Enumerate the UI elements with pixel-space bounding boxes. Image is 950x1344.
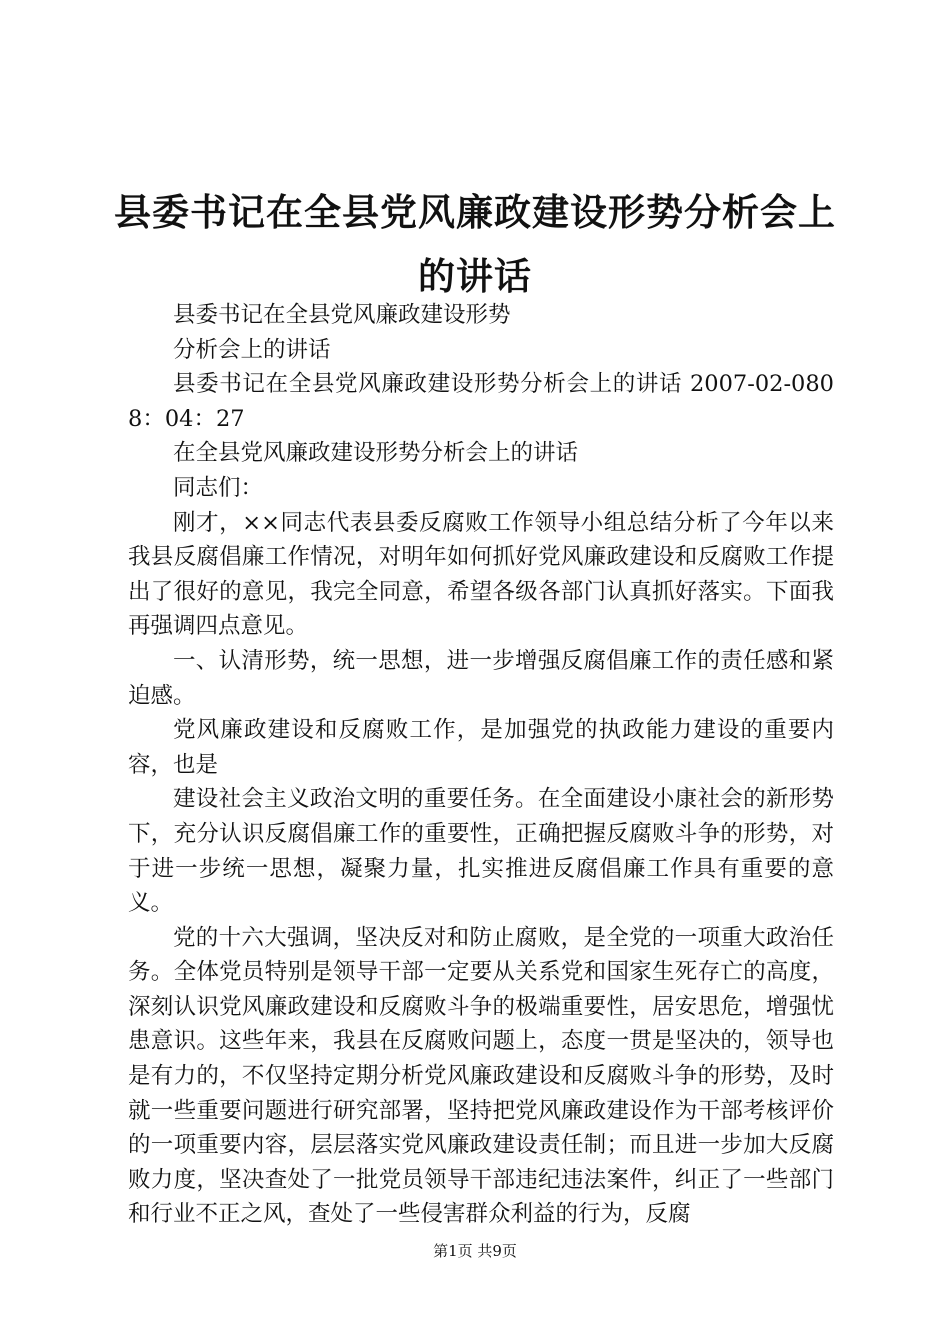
paragraph: 同志们： (173, 474, 264, 501)
paragraph: 县委书记在全县党风廉政建设形势分析会上的讲话 2007-02-0808：04：27 (128, 371, 834, 432)
paragraph: 刚才，××同志代表县委反腐败工作领导小组总结分析了今年以来我县反腐倡廉工作情况，对明年如何抓好党风廉政建设和反腐败工作提出了很好的意见，我完全同意，希望各级各部门认真抓好落实。下面我再强调四点意见。 (128, 509, 834, 640)
paragraph: 在全县党风廉政建设形势分析会上的讲话 (173, 440, 579, 467)
document-title: 县委书记在全县党风廉政建设形势分析会上的讲话 (114, 190, 836, 298)
paragraph: 分析会上的讲话 (173, 336, 331, 363)
document-body (128, 298, 834, 1232)
paragraph: 县委书记在全县党风廉政建设形势 (173, 302, 511, 328)
paragraph: 建设社会主义政治文明的重要任务。在全面建设小康社会的新形势下，充分认识反腐倡廉工作的重要性，正确把握反腐败斗争的形势，对于进一步统一思想，凝聚力量，扎实推进反腐倡廉工作具有重要的意义。 (128, 786, 834, 917)
page-footer: 第1页 共9页 (433, 1242, 517, 1260)
paragraph: 一、认清形势，统一思想，进一步增强反腐倡廉工作的责任感和紧迫感。 (128, 647, 834, 709)
paragraph: 党风廉政建设和反腐败工作，是加强党的执政能力建设的重要内容，也是 (128, 717, 834, 778)
paragraph: 党的十六大强调，坚决反对和防止腐败，是全党的一项重大政治任务。全体党员特别是领导干部一定要从关系党和国家生死存亡的高度，深刻认识党风廉政建设和反腐败斗争的极端重要性，居安思危，增强忧患意识。这些年来，我县在反腐败问题上，态度一贯是坚决的，领导也是有力的，不仅坚持定期分析党风廉政建设和反腐败斗争的形势，及时就一些重要问题进行研究部署，坚持把党风廉政建设作为干部考核评价的一项重要内容，层层落实党风廉政建设责任制；而且进一步加大反腐败力度，坚决查处了一批党员领导干部违纪违法案件，纠正了一些部门和行业不正之风，查处了一些侵害群众利益的行为，反腐 (128, 924, 834, 1228)
